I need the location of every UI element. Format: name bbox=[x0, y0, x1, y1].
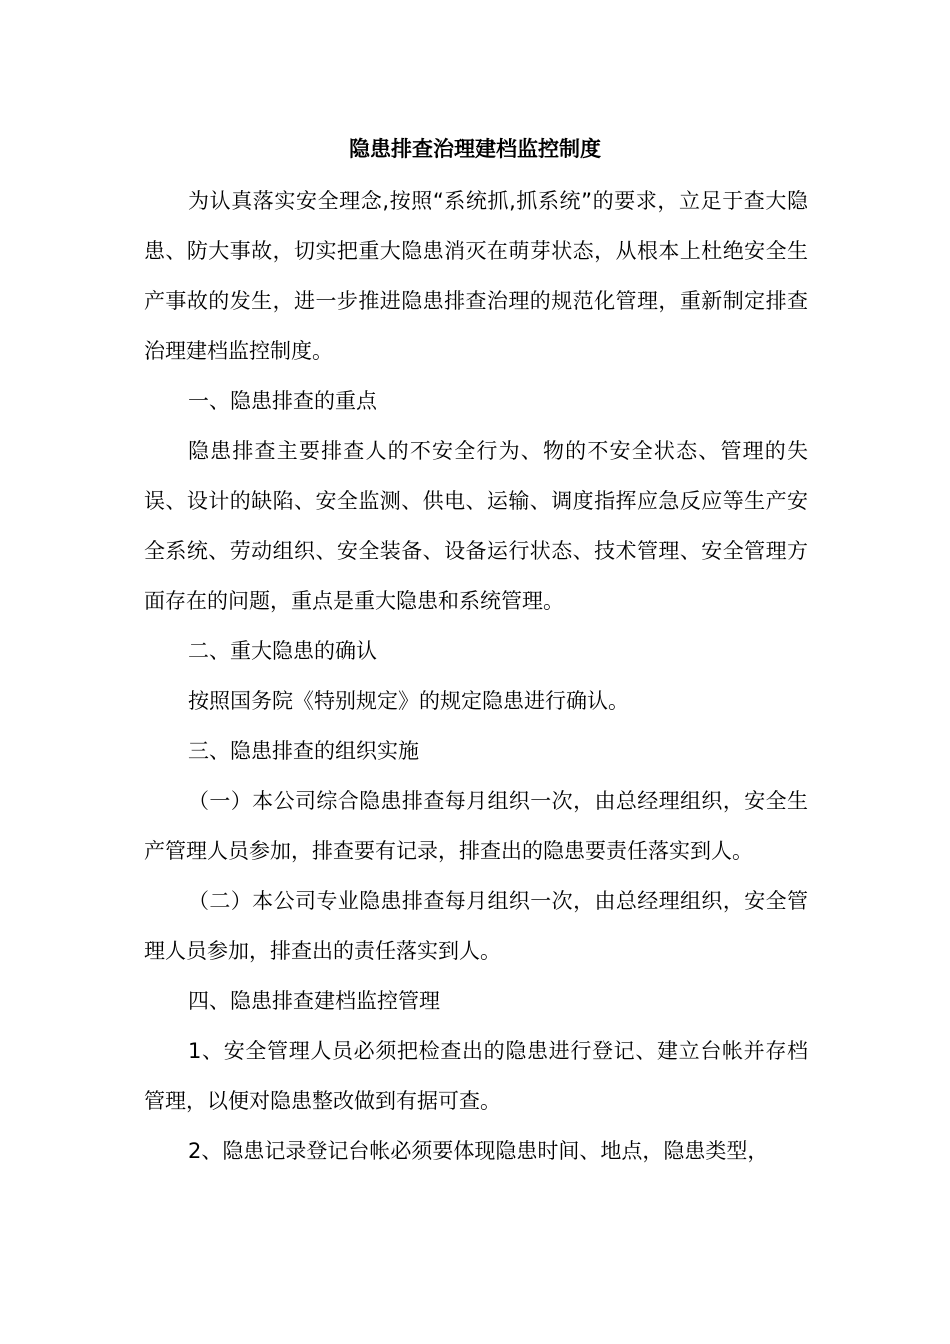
paragraph-section-2: 按照国务院《特别规定》的规定隐患进行确认。 bbox=[188, 689, 629, 713]
paragraph-section-4-item-2: 2、隐患记录登记台帐必须要体现隐患时间、地点，隐患类型， bbox=[188, 1139, 769, 1163]
section-heading-3: 三、隐患排查的组织实施 bbox=[188, 739, 419, 763]
paragraph-section-1: 隐患排查主要排查人的不安全行为、物的不安全状态、管理的失误、设计的缺陷、安全监测、供电、运输、调度指挥应急反应等生产安全系统、劳动组织、安全装备、设备运行状态、技术管理、安全管理方面存在的问题，重点是重大隐患和系统管理。 bbox=[144, 439, 808, 613]
paragraph-section-3-item-1: （一）本公司综合隐患排查每月组织一次，由总经理组织，安全生产管理人员参加，排查要有记录，排查出的隐患要责任落实到人。 bbox=[144, 789, 808, 863]
paragraph-section-4-item-1: 1、安全管理人员必须把检查出的隐患进行登记、建立台帐并存档管理，以便对隐患整改做到有据可查。 bbox=[144, 1039, 808, 1113]
document-title: 隐患排查治理建档监控制度 bbox=[349, 137, 601, 161]
section-heading-4: 四、隐患排查建档监控管理 bbox=[188, 989, 440, 1013]
section-heading-1: 一、隐患排查的重点 bbox=[188, 389, 377, 413]
paragraph-section-3-item-2: （二）本公司专业隐患排查每月组织一次，由总经理组织，安全管理人员参加，排查出的责任落实到人。 bbox=[144, 889, 808, 963]
section-heading-2: 二、重大隐患的确认 bbox=[188, 639, 377, 663]
document-body bbox=[144, 176, 808, 1176]
paragraph-intro: 为认真落实安全理念,按照“系统抓,抓系统”的要求，立足于查大隐患、防大事故，切实把重大隐患消灭在萌芽状态，从根本上杜绝安全生产事故的发生，进一步推进隐患排查治理的规范化管理，重新制定排查治理建档监控制度。 bbox=[144, 189, 808, 363]
